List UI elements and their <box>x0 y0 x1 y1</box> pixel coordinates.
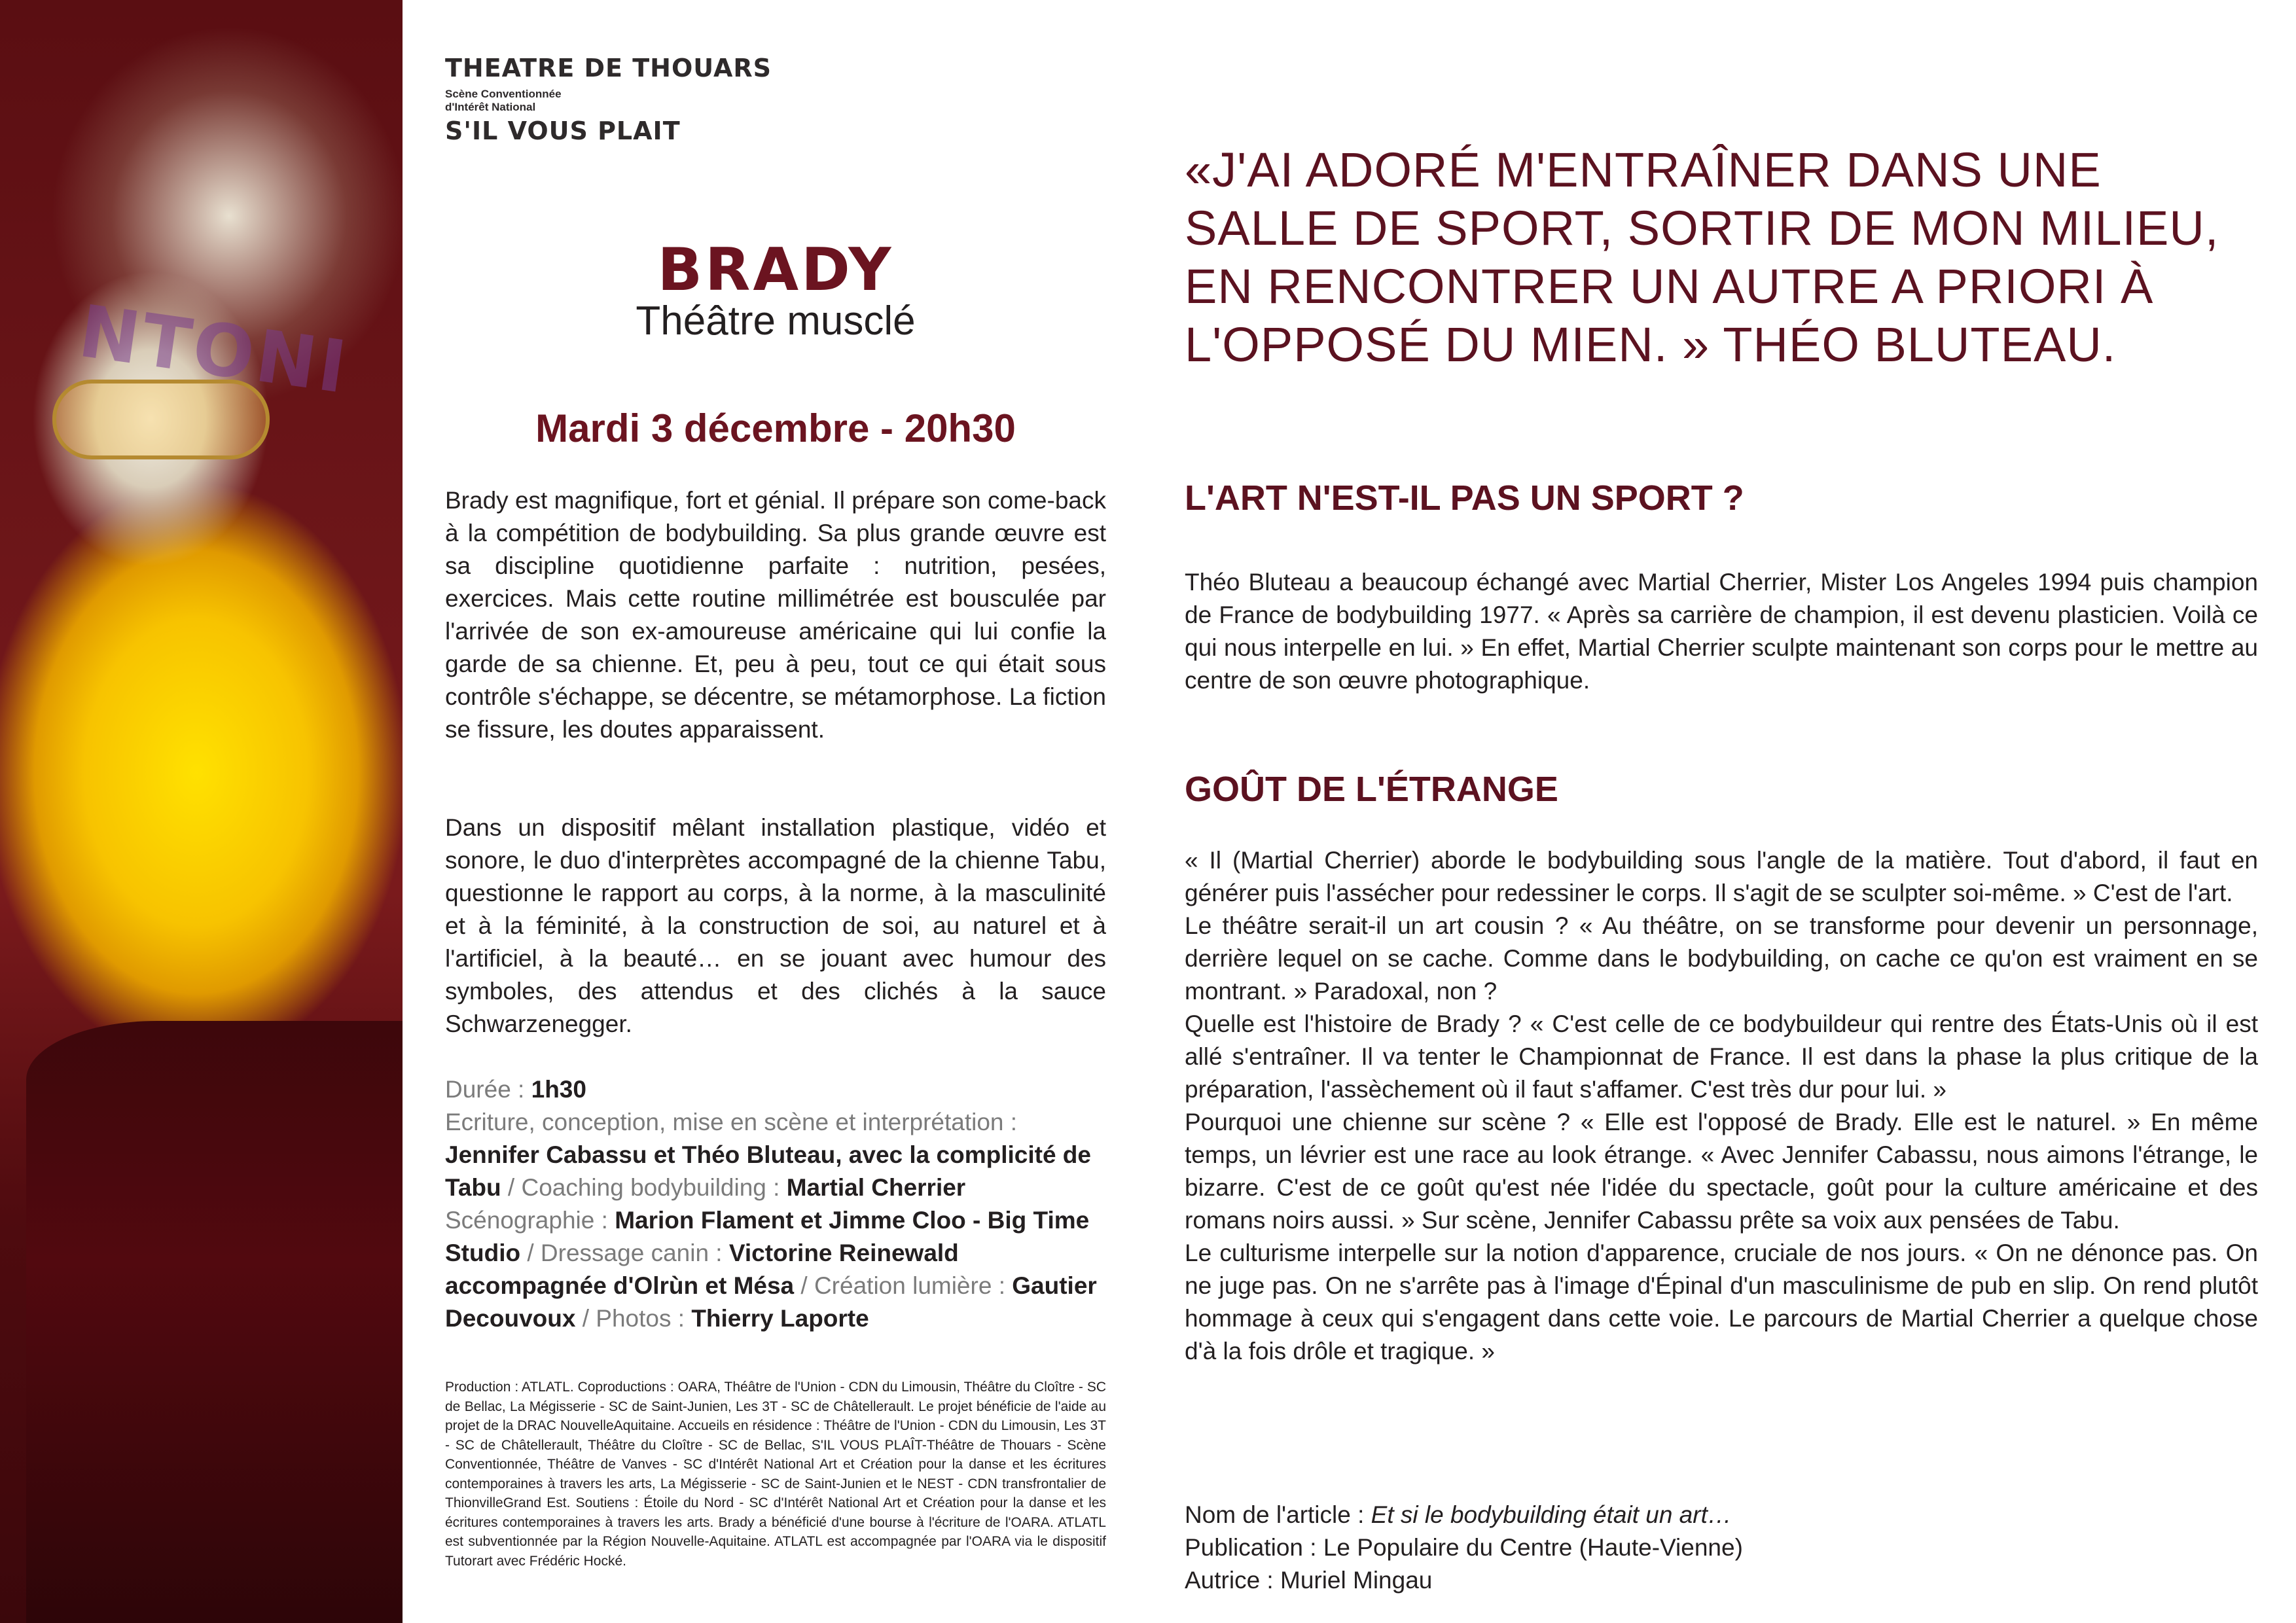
article-author: Autrice : Muriel Mingau <box>1185 1567 1433 1594</box>
logo-line-2 <box>445 88 772 114</box>
credit-list <box>445 1106 1106 1335</box>
photo-shadow <box>26 1021 403 1623</box>
section-heading-art-sport: L'ART N'EST-IL PAS UN SPORT ? <box>1185 478 1744 518</box>
credit-value: Marion Flament et Jimme Cloo - Big Time Studio <box>445 1207 1090 1266</box>
sunglasses <box>52 380 270 459</box>
section-heading-etrange: GOÛT DE L'ÉTRANGE <box>1185 770 1558 809</box>
credit-value: Thierry Laporte <box>691 1305 869 1332</box>
article-info <box>1185 1499 2258 1597</box>
credit-label: Ecriture, conception, mise en scène et interprétation : <box>445 1109 1018 1135</box>
credit-value: Jennifer Cabassu et Théo Bluteau, avec la complicité de Tabu <box>445 1141 1091 1201</box>
show-date: Mardi 3 décembre - 20h30 <box>535 406 1016 450</box>
logo-line-3: S'IL VOUS PLAIT <box>445 116 681 145</box>
credit-label: / Dressage canin : <box>520 1240 729 1266</box>
show-title: BRADY <box>657 236 894 304</box>
article-name <box>1185 1499 2258 1531</box>
etrange-paragraph: Pourquoi une chienne sur scène ? « Elle est l'opposé de Brady. Elle est le naturel. » En même temps, un lévrier est une race au look étrange. « Avec Jennifer Cabassu, nous aimons l'étrange, le bizarre. C'est de ce goût qu'est née l'idée du spectacle, goût pour la culture américaine et des romans noirs aussi. » Sur scène, Jennifer Cabassu prête sa voix aux pensées de Tabu. <box>1185 1109 2258 1234</box>
logo-line-2b: d'Intérêt National <box>445 101 536 113</box>
article-name-label: Nom de l'article : <box>1185 1501 1371 1528</box>
credit-value: Martial Cherrier <box>786 1174 966 1201</box>
etrange-paragraph: Le théâtre serait-il un art cousin ? « Au théâtre, on se transforme pour devenir un personnage, derrière lequel on se cache. Comme dans le bodybuilding, on cache ce qu'on est vraiment en se montrant. » Paradoxal, non ? <box>1185 912 2258 1005</box>
credit-label: Durée : <box>445 1076 531 1103</box>
logo-line-1: THEATRE DE THOUARS <box>445 54 772 82</box>
etrange-paragraph: Le culturisme interpelle sur la notion d'apparence, cruciale de nos jours. « On ne dénonce pas. On ne juge pas. On ne s'arrête pas à l'image d'Épinal d'un masculinisme de pub en slip. On rend plutôt hommage à ceux qui s'engagent dans cette voie. Le parcours de Martial Cherrier a quelque chose d'à la fois drôle et tragique. » <box>1185 1240 2258 1364</box>
description-paragraph-1: Brady est magnifique, fort et génial. Il prépare son come-back à la compétition de bodybuilding. Sa plus grande œuvre est sa discipline quotidienne parfaite : nutrition, pesées, exercices. Mais cette routine millimétrée est bousculée par l'arrivée de son ex-amoureuse américaine qui lui confie la garde de sa chienne. Et, peu à peu, tout ce qui était sous contrôle s'échappe, se décentre, se métamorphose. La fiction se fissure, les doutes apparaissent. <box>445 487 1106 743</box>
production-credits: Production : ATLATL. Coproductions : OARA, Théâtre de l'Union - CDN du Limousin, Théâtre du Cloître - SC de Bellac, La Mégisserie - SC de Saint-Junien, Les 3T - SC de Châtellerault. Le projet bénéficie de l'aide au projet de la DRAC NouvelleAquitaine. Accueils en résidence : Théâtre de l'Union - CDN du Limousin, Les 3T - SC de Châtellerault, Théâtre du Cloître - SC de Bellac, S'IL VOUS PLAÎT-Théâtre de Thouars - Scène Conventionnée, Théâtre de Vanves - SC d'Intérêt National Art et Création pour la danse et les écritures contemporaines à travers les arts, La Mégisserie - SC de Saint-Junien et le NEST - CDN transfrontalier de ThionvilleGrand Est. Soutiens : Étoile du Nord - SC d'Intérêt National Art et Création pour la danse et les écritures contemporaines à travers les arts. Brady a bénéficié d'une bourse à l'écriture de l'OARA. ATLATL est subventionnée par la Région Nouvelle-Aquitaine. ATLATL est accompagnée par l'OARA via le dispositif Tutorart avec Frédéric Hocké. <box>445 1380 1106 1569</box>
article-publication: Publication : Le Populaire du Centre (Haute-Vienne) <box>1185 1534 1743 1561</box>
credit-value: 1h30 <box>531 1076 586 1103</box>
credit-duree <box>445 1073 1106 1106</box>
etrange-paragraph: « Il (Martial Cherrier) aborde le bodybuilding sous l'angle de la matière. Tout d'abord, il faut en générer puis l'assécher pour redessiner le corps. Il s'agit de se sculpter soi-même. » C'est de l'art. <box>1185 847 2258 906</box>
etrange-paragraph: Quelle est l'histoire de Brady ? « C'est celle de ce bodybuildeur qui rentre des États-Unis où il est allé s'entraîner. Il va tenter le Championnat de France. Il est dans la phase la plus critique de la préparation, l'assèchement où il faut s'affamer. C'est très dur pour lui. » <box>1185 1010 2258 1103</box>
theatre-logo <box>445 54 772 145</box>
credit-label: / Photos : <box>575 1305 692 1332</box>
description-paragraph-2: Dans un dispositif mêlant installation plastique, vidéo et sonore, le duo d'interprètes accompagné de la chienne Tabu, questionne le rapport au corps, à la norme, à la masculinité et à la féminité, à la construction de soi, au naturel et à l'artificiel, à la beauté… en se jouant avec humour des symboles, des attendus et des clichés à la sauce Schwarzenegger. <box>445 814 1106 1037</box>
logo-line-2a: Scène Conventionnée <box>445 88 562 100</box>
headband-text: NTONI <box>74 289 354 410</box>
credit-label: / Création lumière : <box>794 1272 1013 1299</box>
credit-value: Gautier Decouvoux <box>445 1272 1097 1332</box>
section-text-etrange <box>1185 844 2258 1368</box>
pull-quote: «J'AI ADORÉ M'ENTRAÎNER DANS UNE SALLE DE SPORT, SORTIR DE MON MILIEU, EN RENCONTRER UN AUTRE A PRIORI À L'OPPOSÉ DU MIEN. » THÉO BLUTEAU. <box>1185 143 2219 372</box>
credit-label: / Coaching bodybuilding : <box>501 1174 787 1201</box>
credit-label: Scénographie : <box>445 1207 615 1234</box>
section-text-art-sport: Théo Bluteau a beaucoup échangé avec Martial Cherrier, Mister Los Angeles 1994 puis champion de France de bodybuilding 1977. « Après sa carrière de champion, il est devenu plasticien. Voilà ce qui nous interpelle en lui. » En effet, Martial Cherrier sculpte maintenant son corps pour le mettre au centre de son œuvre photographique. <box>1185 569 2258 694</box>
performer-photo <box>0 0 403 1623</box>
credits <box>445 1073 1106 1335</box>
article-name-value: Et si le bodybuilding était un art… <box>1371 1501 1732 1528</box>
credit-value: Victorine Reinewald accompagnée d'Olrùn et Mésa <box>445 1240 959 1299</box>
show-subtitle: Théâtre musclé <box>636 298 916 344</box>
